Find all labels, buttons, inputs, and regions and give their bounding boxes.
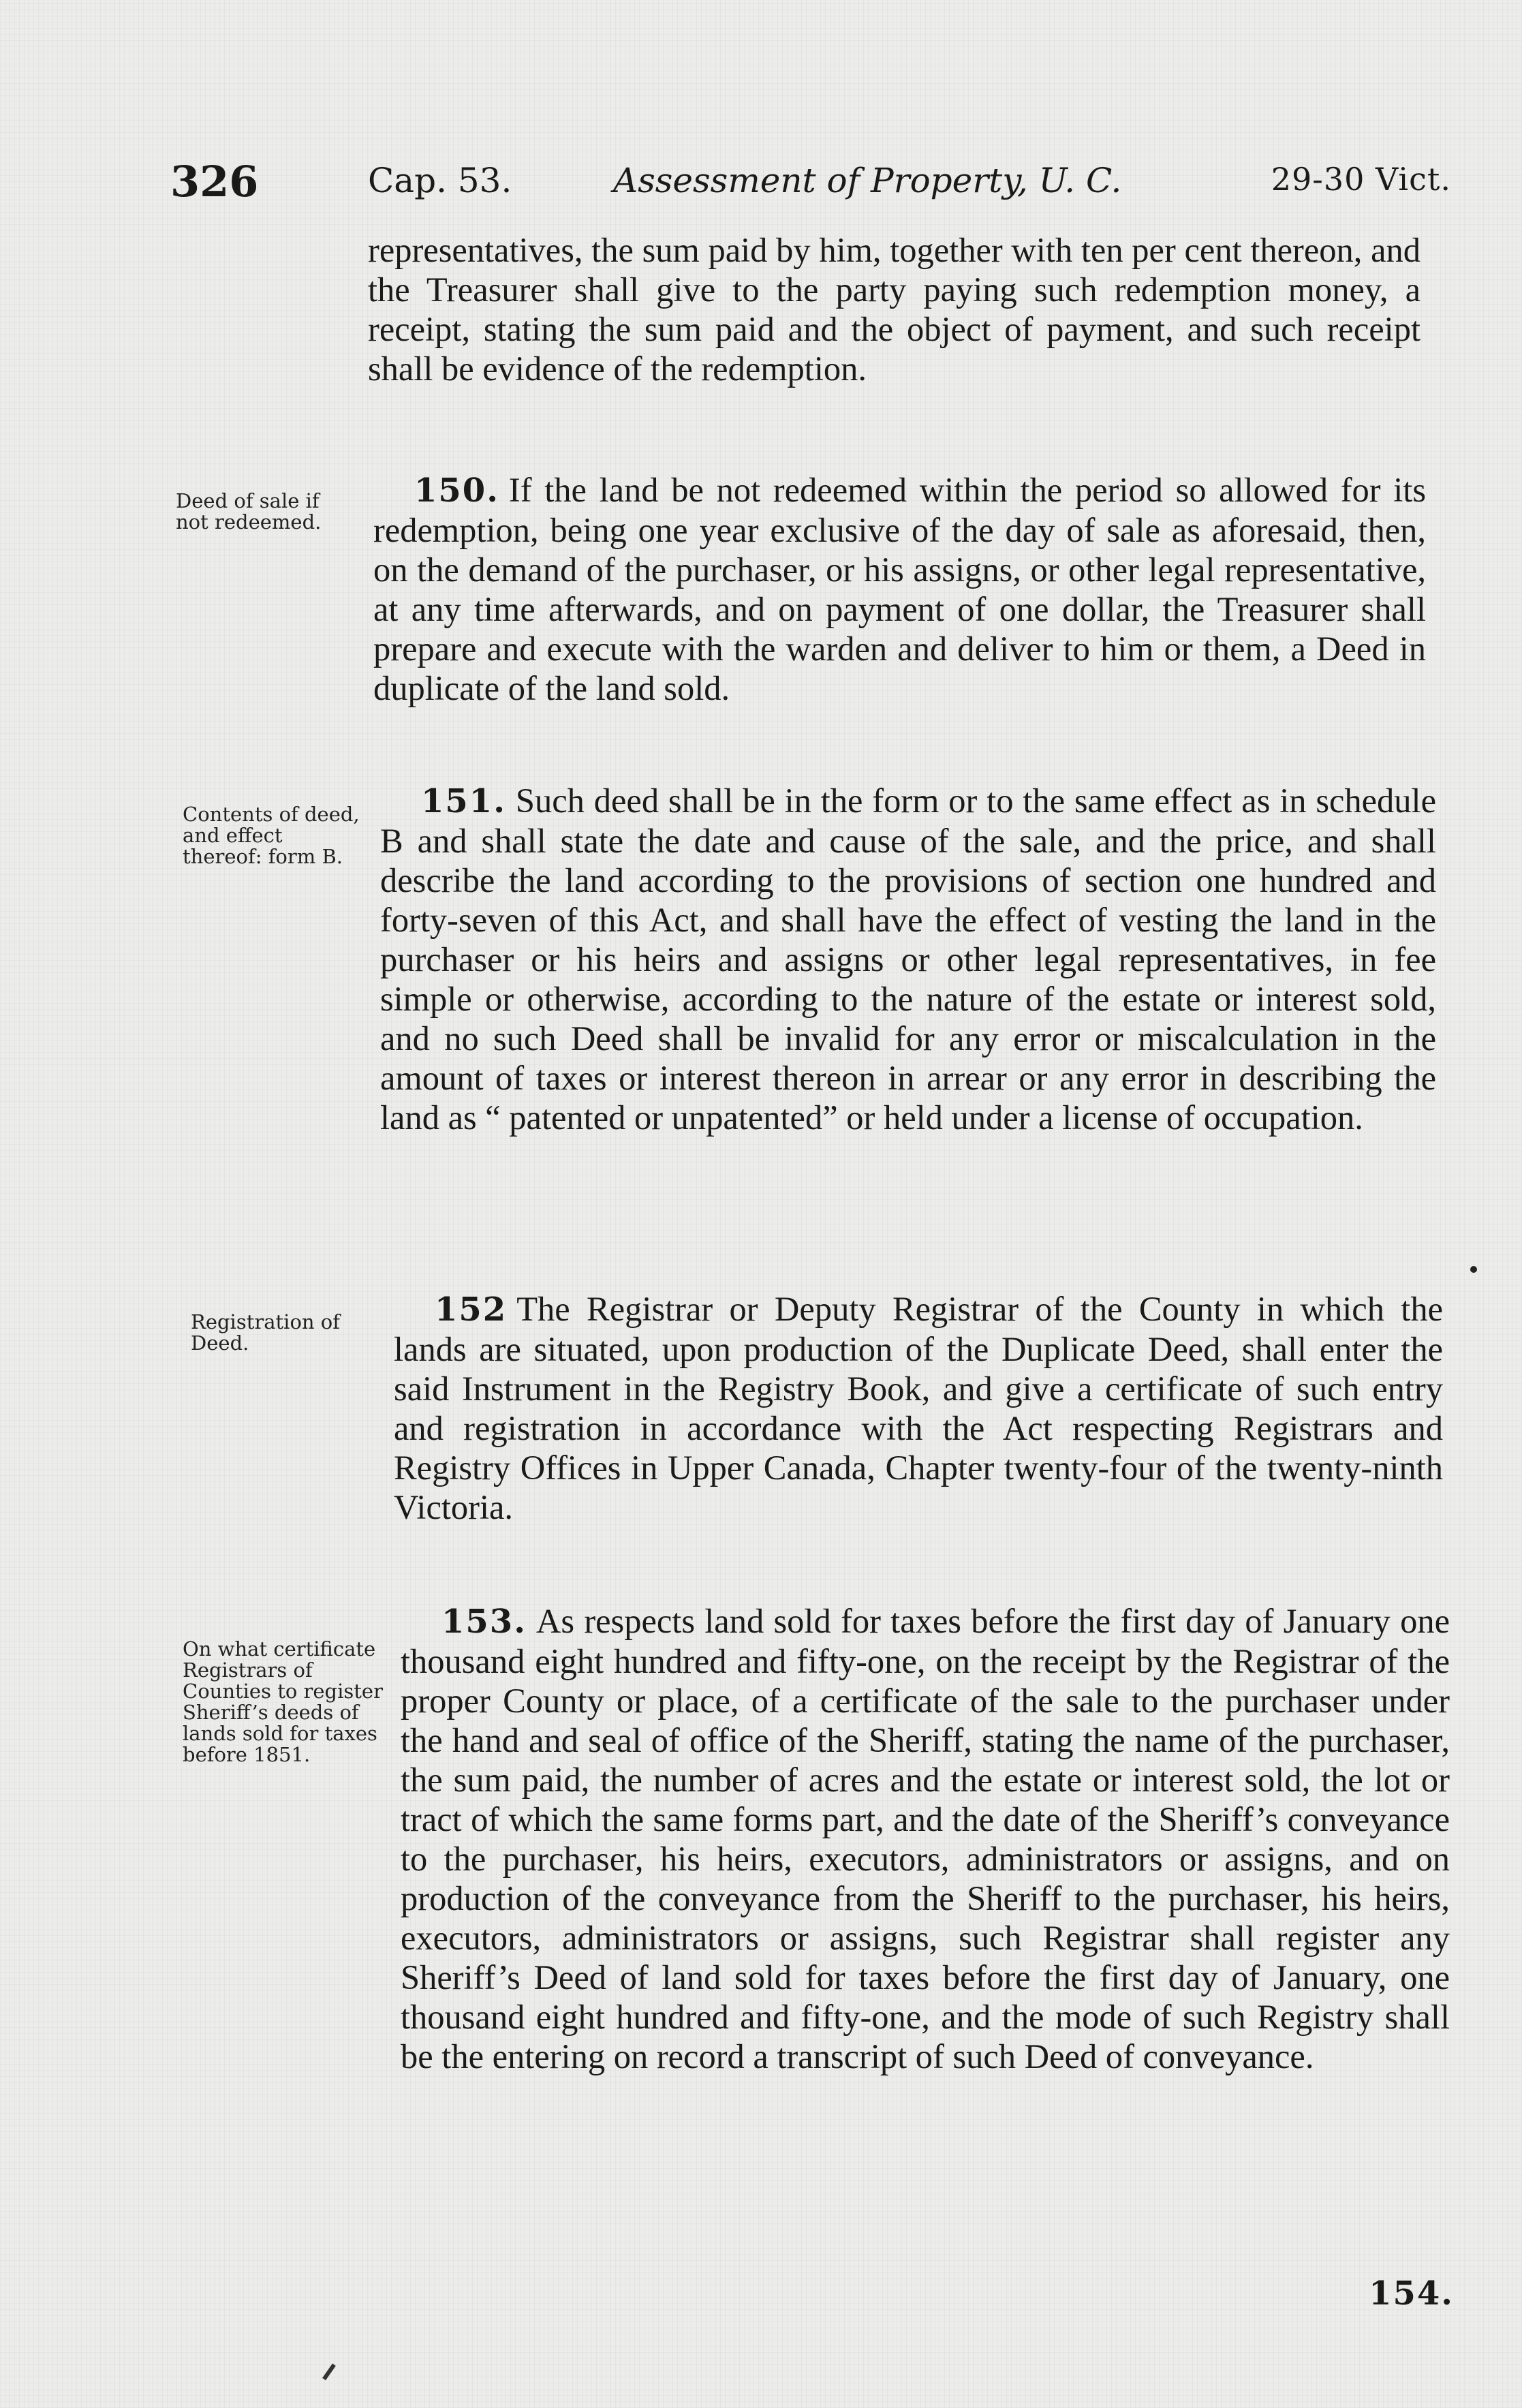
- continuation-paragraph: [368, 230, 1420, 388]
- continuation-text: representatives, the sum paid by him, together with ten per cent thereon, and the Treasurer shall give to the party paying such redemption money, a receipt, stating the sum paid and the object of payment, and such receipt shall be evidence of the redemption.: [368, 231, 1420, 388]
- section-number: 150.: [414, 472, 499, 510]
- section-text: The Registrar or Deputy Registrar of the County in which the lands are situated, upon production of the Duplicate Deed, shall enter the said Instrument in the Registry Book, and give a certificate of such entry and registration in accordance with the Act respecting Registrars and Registry Offices in Upper Canada, Chapter twenty-four of the twenty-ninth Victoria.: [394, 1290, 1443, 1526]
- section-text: Such deed shall be in the form or to the same effect as in schedule B and shall state the date and cause of the sale, and the price, and shall describe the land according to the provisions of section one hundred and forty-seven of this Act, and shall have the effect of vesting the land in the purchaser or his heirs and assigns or other legal representatives, in fee simple or otherwise, according to the nature of the estate or interest sold, and no such Deed shall be invalid for any error or miscalculation in the amount of taxes or interest thereon in arrear or any error in describing the land as “ patented or unpatented” or held under a license of occupation.: [380, 782, 1436, 1137]
- margin-note-150: Deed of sale if not redeemed.: [176, 489, 322, 534]
- catchword: 154.: [1369, 2274, 1454, 2313]
- section-number: 153.: [441, 1603, 527, 1641]
- section-150: [373, 470, 1426, 708]
- regnal-year: 29-30 Vict.: [1271, 161, 1451, 198]
- ink-mark: [322, 2364, 336, 2381]
- margin-note-153: On what certificate Registrars of Counties to register Sheriff’s deeds of lands sold for taxes before 1851.: [183, 1637, 383, 1766]
- running-title: Assessment of Property, U. C.: [613, 161, 1122, 200]
- margin-note-151: Contents of deed, and effect thereof: form B.: [183, 803, 360, 868]
- section-151: [380, 781, 1436, 1137]
- section-153-paragraph: [401, 1601, 1450, 2076]
- section-text: As respects land sold for taxes before the first day of January one thousand eight hundred and fifty-one, on the receipt by the Registrar of the proper County or place, of a certificate of the sale to the purchaser under the hand and seal of office of the Sheriff, stating the name of the purchaser, the sum paid, the number of acres and the estate or interest sold, the lot or tract of which the same forms part, and the date of the Sheriff’s conveyance to the purchaser, his heirs, executors, administrators or assigns, and on production of the conveyance from the Sheriff to the purchaser, his heirs, executors, administrators or assigns, such Registrar shall register any Sheriff’s Deed of land sold for taxes before the first day of January, one thousand eight hundred and fifty-one, and the mode of such Registry shall be the entering on record a transcript of such Deed of conveyance.: [401, 1602, 1450, 2075]
- section-153: [401, 1601, 1450, 2076]
- ink-speck: [1470, 1266, 1477, 1273]
- section-151-paragraph: [380, 781, 1436, 1137]
- page-number: 326: [170, 157, 259, 206]
- section-152-paragraph: [394, 1289, 1443, 1527]
- section-152: [394, 1289, 1443, 1527]
- section-150-paragraph: [373, 470, 1426, 708]
- running-header: [170, 157, 1451, 218]
- margin-note-152: Registration of Deed.: [191, 1310, 341, 1355]
- section-number: 152: [435, 1291, 508, 1329]
- section-number: 151.: [421, 782, 506, 820]
- chapter-label: Cap. 53.: [368, 161, 512, 200]
- section-text: If the land be not redeemed within the period so allowed for its redemption, being one year exclusive of the day of sale as aforesaid, then, on the demand of the purchaser, or his assigns, or other legal representative, at any time afterwards, and on payment of one dollar, the Treasurer shall prepare and execute with the warden and deliver to him or them, a Deed in duplicate of the land sold.: [373, 471, 1426, 707]
